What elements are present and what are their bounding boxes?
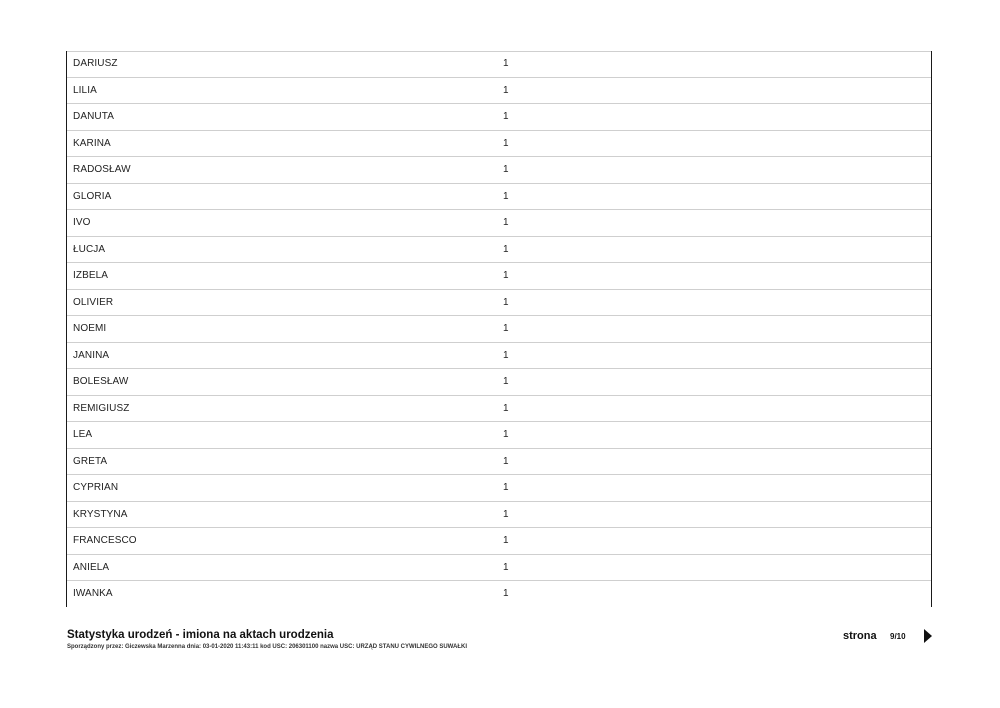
name-cell: GLORIA [73,190,112,202]
table-row [67,157,931,184]
name-cell: ŁUCJA [73,243,106,255]
name-cell: DARIUSZ [73,58,118,69]
name-cell: BOLESŁAW [73,376,129,387]
table-row [67,369,931,396]
count-cell: 1 [503,164,509,175]
name-cell: LEA [73,429,93,440]
names-table [66,51,932,607]
page-label: strona [843,630,877,642]
page-footer [67,629,937,659]
table-row [67,449,931,476]
table-row [67,528,931,555]
name-cell: REMIGIUSZ [73,402,130,414]
count-cell: 1 [503,402,509,414]
table-row [67,51,931,78]
count-cell: 1 [503,243,509,255]
name-cell: GRETA [73,455,108,467]
table-row [67,131,931,158]
name-cell: IVO [73,217,91,228]
table-row [67,78,931,105]
table-row [67,581,931,608]
count-cell: 1 [503,482,509,493]
report-title: Statystyka urodzeń - imiona na aktach urodzenia [67,629,334,641]
name-cell: LILIA [73,84,97,96]
name-cell: DANUTA [73,111,114,122]
count-cell: 1 [503,349,509,361]
count-cell: 1 [503,508,509,520]
count-cell: 1 [503,137,509,149]
report-metadata: Sporządzony przez: Giczewska Marzenna dnia: 03-01-2020 11:43:11 kod USC: 206301100 nazwa USC: URZĄD STANU CYWILNEGO SUWAŁKI [67,644,468,650]
count-cell: 1 [503,84,509,96]
name-cell: KRYSTYNA [73,508,128,520]
table-rows [67,51,931,608]
count-cell: 1 [503,58,509,69]
table-row [67,237,931,264]
table-row [67,210,931,237]
count-cell: 1 [503,535,509,546]
table-row [67,502,931,529]
table-row [67,343,931,370]
name-cell: OLIVIER [73,296,114,308]
name-cell: KARINA [73,137,111,149]
table-row [67,184,931,211]
name-cell: NOEMI [73,323,107,334]
table-row [67,555,931,582]
table-row [67,263,931,290]
count-cell: 1 [503,217,509,228]
name-cell: IWANKA [73,588,113,599]
table-row [67,396,931,423]
count-cell: 1 [503,190,509,202]
name-cell: ANIELA [73,561,110,573]
count-cell: 1 [503,296,509,308]
name-cell: RADOSŁAW [73,164,131,175]
table-row [67,316,931,343]
table-row [67,104,931,131]
table-row [67,290,931,317]
table-row [67,475,931,502]
name-cell: CYPRIAN [73,482,119,493]
count-cell: 1 [503,429,509,440]
name-cell: JANINA [73,349,110,361]
count-cell: 1 [503,376,509,387]
next-page-icon[interactable] [924,629,932,643]
table-row [67,422,931,449]
count-cell: 1 [503,270,509,281]
count-cell: 1 [503,323,509,334]
name-cell: FRANCESCO [73,535,137,546]
count-cell: 1 [503,455,509,467]
page-number: 9/10 [890,632,906,641]
count-cell: 1 [503,561,509,573]
count-cell: 1 [503,588,509,599]
name-cell: IZBELA [73,270,109,281]
count-cell: 1 [503,111,509,122]
